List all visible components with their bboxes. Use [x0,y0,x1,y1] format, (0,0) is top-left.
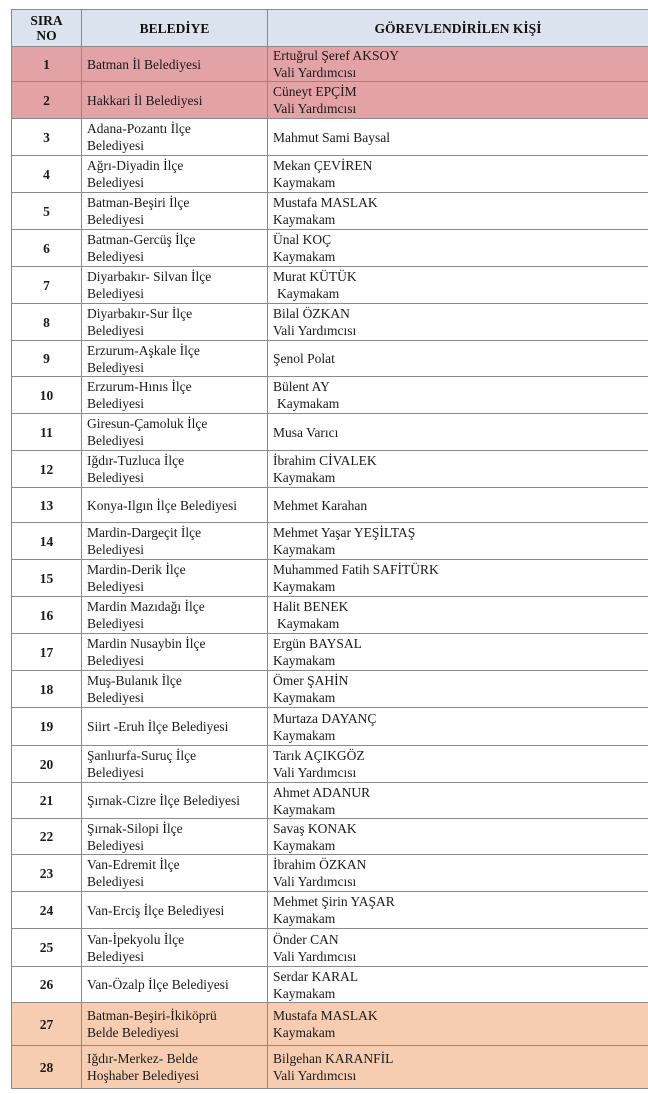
table-row [12,488,648,523]
table-row [12,1003,648,1046]
table-row [12,47,648,82]
row-number: 15 [12,560,82,597]
table-row [12,783,648,819]
gorevlendirilen-kisi-cell [268,746,648,783]
belediye-line: Belediyesi [87,542,144,557]
person-name: Mehmet Şirin YAŞAR [273,894,395,909]
gorevlendirilen-kisi-cell [268,119,648,156]
belediye-cell [82,304,268,341]
belediye-cell [82,341,268,377]
belediye-line: Belediyesi [87,433,144,448]
gorevlendirilen-kisi-cell [268,783,648,819]
person-name: Murtaza DAYANÇ [273,710,377,726]
person-title: Kaymakam [273,579,336,594]
belediye-line: Belediyesi [87,175,144,190]
person-name: Serdar KARAL [273,968,359,984]
table-row [12,156,648,193]
gorevlendirilen-kisi-cell [268,267,648,304]
person-title: Vali Yardımcısı [273,65,357,80]
table-row [12,560,648,597]
table-row [12,708,648,746]
row-number: 3 [12,119,82,156]
belediye-line: Mardin-Derik İlçe [87,562,186,577]
table-row [12,414,648,451]
belediye-cell [82,1003,268,1046]
gorevlendirilen-kisi-cell [268,1046,648,1089]
belediye-line: Konya-Ilgın İlçe Belediyesi [87,497,237,513]
belediye-line: Erzurum-Hınıs İlçe [87,379,192,394]
belediye-line: Mardin-Dargeçit İlçe [87,525,202,540]
row-number: 23 [12,855,82,892]
person-title: Kaymakam [273,837,336,853]
table-row [12,929,648,967]
person-title: Kaymakam [277,616,340,631]
assignment-table [11,9,648,1089]
belediye-line: Belediyesi [87,396,144,411]
gorevlendirilen-kisi-cell [268,304,648,341]
belediye-line: Iğdır-Merkez- Belde [87,1051,199,1066]
person-name: Önder CAN [273,931,339,947]
person-name: Bilgehan KARANFİL [273,1051,394,1066]
person-title: Kaymakam [273,470,336,485]
gorevlendirilen-kisi-cell [268,82,648,119]
belediye-cell [82,267,268,304]
row-number: 18 [12,671,82,708]
row-number: 8 [12,304,82,341]
gorevlendirilen-kisi-cell [268,156,648,193]
gorevlendirilen-kisi-cell [268,819,648,855]
row-number: 13 [12,488,82,523]
table-row [12,819,648,855]
gorevlendirilen-kisi-cell [268,230,648,267]
table-row [12,341,648,377]
person-name: Murat KÜTÜK [273,269,357,284]
row-number: 2 [12,82,82,119]
person-name: Halit BENEK [273,599,349,614]
belediye-cell [82,451,268,488]
table-row [12,671,648,708]
person-title: Vali Yardımcısı [273,874,357,889]
row-number: 25 [12,929,82,967]
gorevlendirilen-kisi-cell [268,523,648,560]
row-number: 28 [12,1046,82,1089]
table-row [12,304,648,341]
belediye-line: Van-İpekyolu İlçe [87,931,185,947]
belediye-cell [82,560,268,597]
belediye-cell [82,1046,268,1089]
table-row [12,746,648,783]
header-sira-no-line2: NO [36,28,57,43]
belediye-line: Batman-Gercüş İlçe [87,232,196,247]
gorevlendirilen-kisi-cell [268,708,648,746]
person-name: Şenol Polat [273,351,335,366]
header-sira-no [12,10,82,47]
belediye-line: Belediyesi [87,616,144,631]
belediye-cell [82,746,268,783]
row-number: 27 [12,1003,82,1046]
belediye-cell [82,708,268,746]
table-row [12,230,648,267]
belediye-line: Şırnak-Cizre İlçe Belediyesi [87,793,240,808]
row-number: 22 [12,819,82,855]
belediye-line: Van-Erciş İlçe Belediyesi [87,902,225,918]
table-body [12,47,648,1089]
row-number: 6 [12,230,82,267]
belediye-line: Şırnak-Silopi İlçe [87,820,183,836]
gorevlendirilen-kisi-cell [268,560,648,597]
row-number: 11 [12,414,82,451]
gorevlendirilen-kisi-cell [268,488,648,523]
person-name: Mustafa MASLAK [273,195,378,210]
gorevlendirilen-kisi-cell [268,193,648,230]
person-title: Kaymakam [273,911,336,926]
row-number: 20 [12,746,82,783]
belediye-cell [82,82,268,119]
person-title: Kaymakam [273,542,336,557]
table-row [12,523,648,560]
belediye-line: Giresun-Çamoluk İlçe [87,416,208,431]
belediye-line: Belediyesi [87,138,144,153]
person-title: Kaymakam [273,175,336,190]
person-title: Kaymakam [273,212,336,227]
belediye-line: Erzurum-Aşkale İlçe [87,342,200,358]
belediye-cell [82,193,268,230]
person-name: Tarık AÇIKGÖZ [273,748,365,763]
person-title: Vali Yardımcısı [273,948,357,964]
person-title: Kaymakam [273,727,336,743]
belediye-line: Adana-Pozantı İlçe [87,121,191,136]
row-number: 7 [12,267,82,304]
belediye-cell [82,671,268,708]
person-title: Kaymakam [273,985,336,1001]
person-name: Bilal ÖZKAN [273,306,350,321]
table-row [12,1046,648,1089]
person-name: Ertuğrul Şeref AKSOY [273,48,399,63]
row-number: 4 [12,156,82,193]
row-number: 17 [12,634,82,671]
gorevlendirilen-kisi-cell [268,671,648,708]
row-number: 10 [12,377,82,414]
belediye-line: Belediyesi [87,837,144,853]
belediye-cell [82,377,268,414]
gorevlendirilen-kisi-cell [268,967,648,1003]
belediye-line: Belediyesi [87,323,144,338]
table-row [12,967,648,1003]
belediye-cell [82,819,268,855]
row-number: 1 [12,47,82,82]
belediye-line: Iğdır-Tuzluca İlçe [87,453,185,468]
belediye-line: Belediyesi [87,286,144,301]
person-name: Bülent AY [273,379,330,394]
gorevlendirilen-kisi-cell [268,47,648,82]
row-number: 26 [12,967,82,1003]
row-number: 12 [12,451,82,488]
table-row [12,82,648,119]
belediye-line: Belediyesi [87,653,144,668]
gorevlendirilen-kisi-cell [268,597,648,634]
header-gorevlendirilen-kisi: GÖREVLENDİRİLEN KİŞİ [268,10,648,47]
gorevlendirilen-kisi-cell [268,1003,648,1046]
belediye-line: Siirt -Eruh İlçe Belediyesi [87,719,229,734]
belediye-line: Van-Edremit İlçe [87,857,180,872]
table-header-row [12,10,648,47]
person-title: Kaymakam [273,690,336,705]
row-number: 14 [12,523,82,560]
person-name: Mehmet Karahan [273,497,368,513]
person-name: Cüneyt EPÇİM [273,84,357,99]
person-name: İbrahim ÖZKAN [273,857,367,872]
gorevlendirilen-kisi-cell [268,377,648,414]
belediye-line: Belediyesi [87,765,144,780]
belediye-line: Batman-Beşiri-İkiköprü [87,1008,217,1023]
person-name: Muhammed Fatih SAFİTÜRK [273,562,439,577]
belediye-line: Hakkari İl Belediyesi [87,92,203,108]
person-title: Kaymakam [273,249,336,264]
person-name: Ünal KOÇ [273,232,332,247]
belediye-cell [82,892,268,929]
person-title: Vali Yardımcısı [273,1068,357,1083]
gorevlendirilen-kisi-cell [268,929,648,967]
belediye-line: Belediyesi [87,690,144,705]
gorevlendirilen-kisi-cell [268,634,648,671]
person-name: İbrahim CİVALEK [273,453,377,468]
person-name: Mehmet Yaşar YEŞİLTAŞ [273,525,416,540]
gorevlendirilen-kisi-cell [268,855,648,892]
belediye-line: Ağrı-Diyadin İlçe [87,158,184,173]
row-number: 9 [12,341,82,377]
belediye-cell [82,523,268,560]
belediye-line: Mardin Mazıdağı İlçe [87,599,205,614]
person-name: Savaş KONAK [273,820,357,836]
person-title: Vali Yardımcısı [273,765,357,780]
person-name: Mahmut Sami Baysal [273,129,390,145]
table-row [12,193,648,230]
belediye-cell [82,929,268,967]
belediye-line: Batman-Beşiri İlçe [87,195,190,210]
belediye-line: Şanlıurfa-Suruç İlçe [87,748,197,763]
belediye-cell [82,47,268,82]
belediye-cell [82,230,268,267]
table-row [12,892,648,929]
belediye-line: Belediyesi [87,359,144,375]
person-title: Kaymakam [273,1025,336,1040]
person-title: Vali Yardımcısı [273,323,357,338]
table-row [12,855,648,892]
table-row [12,119,648,156]
table-row [12,377,648,414]
person-name: Musa Varıcı [273,424,339,440]
table-row [12,597,648,634]
belediye-line: Belediyesi [87,249,144,264]
person-name: Ahmet ADANUR [273,784,371,800]
row-number: 21 [12,783,82,819]
belediye-cell [82,967,268,1003]
gorevlendirilen-kisi-cell [268,892,648,929]
belediye-line: Muş-Bulanık İlçe [87,673,182,688]
table-row [12,267,648,304]
belediye-line: Belediyesi [87,579,144,594]
person-name: Mekan ÇEVİREN [273,158,373,173]
belediye-cell [82,488,268,523]
belediye-line: Van-Özalp İlçe Belediyesi [87,977,229,992]
person-name: Mustafa MASLAK [273,1008,378,1023]
belediye-cell [82,597,268,634]
gorevlendirilen-kisi-cell [268,451,648,488]
person-name: Ömer ŞAHİN [273,673,349,688]
row-number: 24 [12,892,82,929]
person-name: Ergün BAYSAL [273,636,362,651]
belediye-line: Belediyesi [87,470,144,485]
row-number: 16 [12,597,82,634]
gorevlendirilen-kisi-cell [268,341,648,377]
belediye-line: Belde Belediyesi [87,1025,179,1040]
person-title: Kaymakam [277,396,340,411]
row-number: 19 [12,708,82,746]
person-title: Kaymakam [273,653,336,668]
belediye-line: Mardin Nusaybin İlçe [87,636,206,651]
person-title: Vali Yardımcısı [273,101,357,116]
table-row [12,634,648,671]
belediye-cell [82,634,268,671]
belediye-line: Belediyesi [87,948,144,964]
belediye-line: Hoşhaber Belediyesi [87,1068,200,1083]
belediye-line: Diyarbakır-Sur İlçe [87,306,193,321]
header-sira-no-line1: SIRA [30,13,63,28]
belediye-line: Batman İl Belediyesi [87,56,201,72]
belediye-cell [82,119,268,156]
header-belediye: BELEDİYE [82,10,268,47]
person-title: Kaymakam [277,286,340,301]
row-number: 5 [12,193,82,230]
belediye-cell [82,414,268,451]
belediye-line: Diyarbakır- Silvan İlçe [87,269,212,284]
person-title: Kaymakam [273,801,336,817]
belediye-cell [82,783,268,819]
belediye-line: Belediyesi [87,212,144,227]
table-row [12,451,648,488]
belediye-line: Belediyesi [87,874,144,889]
belediye-cell [82,855,268,892]
gorevlendirilen-kisi-cell [268,414,648,451]
belediye-cell [82,156,268,193]
